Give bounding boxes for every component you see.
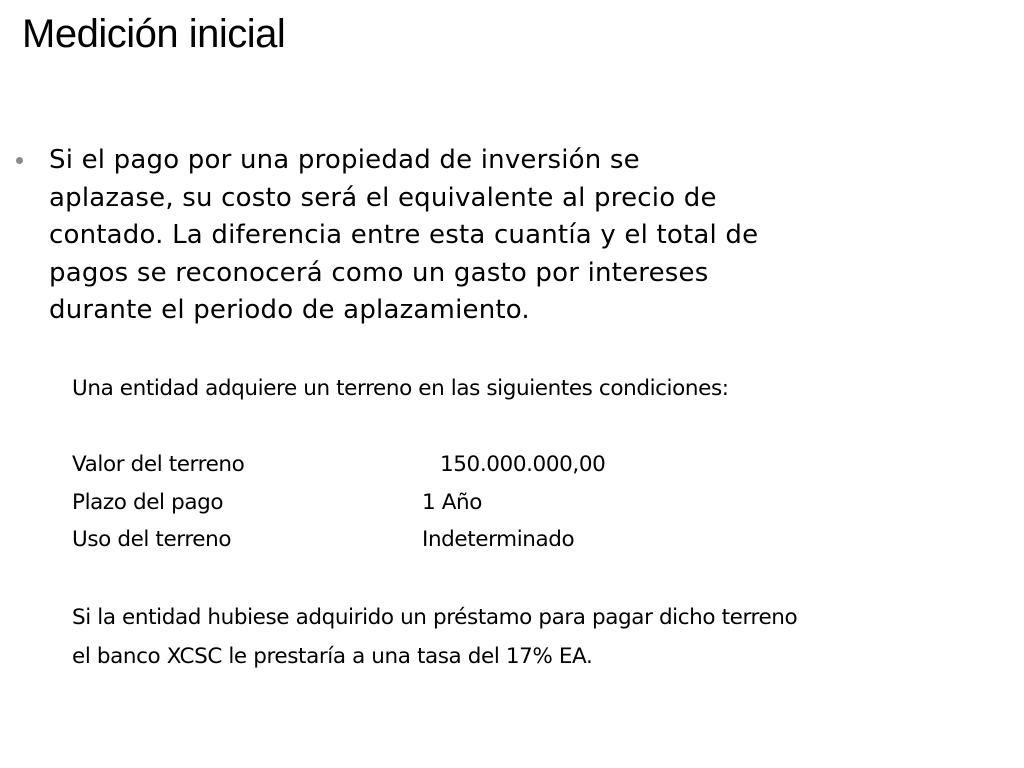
example-intro: Una entidad adquiere un terreno en las siguientes condiciones: <box>72 376 729 401</box>
term-value: 1 Año <box>422 489 483 515</box>
term-label: Valor del terreno <box>72 452 245 477</box>
term-value: 150.000.000,00 <box>440 452 606 477</box>
bullet-text: Si el pago por una propiedad de inversión se aplazase, su costo será el equivalente al precio de contado. La diferencia entre esta cuantía y el total de pagos se reconocerá como un gasto por intereses durante el periodo de aplazamiento. <box>49 145 759 325</box>
bullet-dot-icon <box>16 157 23 164</box>
slide-title: Medición inicial <box>22 12 286 56</box>
term-label: Uso del terreno <box>72 527 232 552</box>
term-value: Indeterminado <box>422 527 575 552</box>
term-label: Plazo del pago <box>72 489 224 515</box>
example-conclusion: Si la entidad hubiese adquirido un préstamo para pagar dicho terreno el banco XCSC le prestaría a una tasa del 17% EA. <box>72 605 798 669</box>
